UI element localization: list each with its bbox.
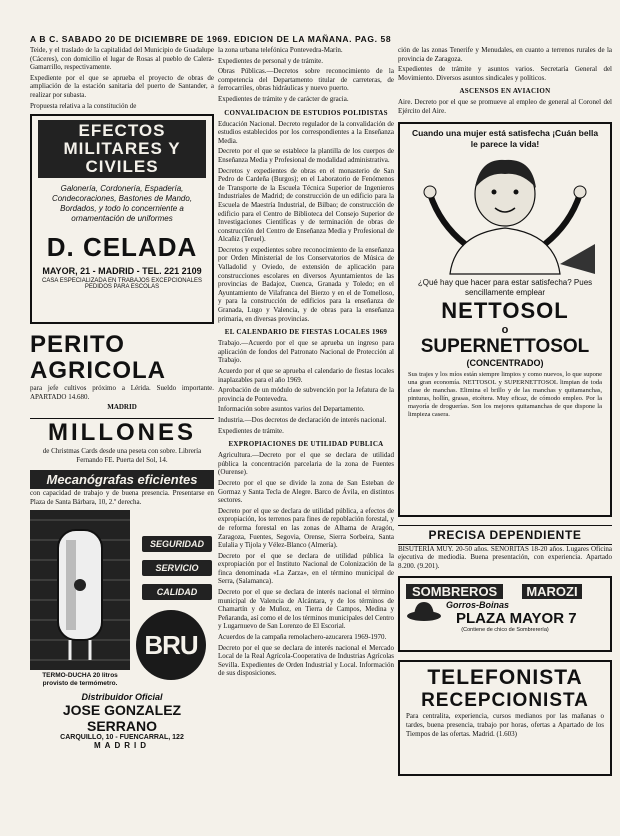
article-text: la zona urbana telefónica Pontevedra-Marín. — [218, 46, 343, 54]
right-column — [398, 46, 612, 776]
article-text: Acuerdos de la campaña remolachero-azucarera 1969-1970. — [218, 633, 387, 642]
ad-telefonista — [398, 660, 612, 776]
article-text: Aire. Decreto por el que se promueve al empleo de general al Coronel del Ejército del Aire. — [398, 98, 612, 115]
article-text: Teide, y el traslado de la capitalidad del Municipio de Guadalupe (Cáceres), con domicilio el lugar de Rosas al pueblo de Calera-Gamarrillo, respectivamente. — [30, 46, 214, 72]
article-text: Expedientes de personal y de trámite. — [218, 56, 323, 65]
section-heading: EL CALENDARIO DE FIESTAS LOCALES 1969 — [224, 328, 388, 337]
ad-mecanografas-text: con capacidad de trabajo y de buena presencia. Presentarse en Plaza de Santa Bárbara, 10, 2.º derecha. — [30, 489, 214, 506]
ad-company-name: D. CELADA — [46, 232, 198, 263]
article-text: Expedientes de trámite. — [218, 426, 284, 435]
ad-precisa-title: PRECISA DEPENDIENTE — [398, 525, 612, 545]
ad-efectos-militares — [30, 114, 214, 324]
ad-text: Galonería, Cordonería, Espadería, Condecoraciones, Bastones de Mando, Bordados, y todo lo concerniente a ornamentación de uniformes — [51, 184, 193, 224]
ad-mecanografas-title: Mecanógrafas eficientes — [30, 470, 214, 489]
ad-banner: EFECTOS MILITARES Y CIVILES — [38, 120, 206, 178]
ad-telefonista-text: Para centralita, experiencia, cursos medianos por las mañanas o tardes, buena presencia, trabajo por horas, ofertas a Apartado de los Tiempos de las ofertas. Madrid. (1.603) — [406, 712, 604, 738]
ad-millones-text: de Christmas Cards desde una peseta con sobre. Librería Fernando FE. Puerta del Sol, 14. — [42, 446, 202, 464]
distributor-city: MADRID — [94, 741, 150, 751]
article-text: Decreto por el que se declara de utilidad pública, a efectos de expropiación, los terrenos para fines de repoblación forestal, y de reforma forestal en las zonas de Alhama de Aragón, Zaragoza, Fuentes, Segovia, Orense, Sierra Sorbeira, Santa Eulalia y Tijola y Vélez-Blanco (Almería). — [218, 506, 394, 550]
article-text: Expedientes de trámite y de carácter de gracia. — [218, 94, 349, 103]
ad-headline: Cuando una mujer está satisfecha ¡Cuán bella le parece la vida! — [411, 127, 599, 149]
article-text: Obras Públicas.—Decretos sobre reconocimiento de la competencia del Departamento titular de carreteras, de ferrocarriles, obras hidráulicas y nuevo puerto. — [218, 67, 394, 93]
left-column — [30, 46, 214, 751]
ad-gonzalez-serrano — [30, 510, 214, 751]
distributor-name: JOSE GONZALEZ SERRANO — [62, 702, 182, 735]
ad-sombreros-note: (Contiene de chico de Sombrerería) — [461, 627, 549, 634]
ad-millones-title: MILLONES — [30, 418, 214, 447]
middle-column — [218, 46, 394, 680]
woman-illustration-icon — [410, 154, 600, 274]
ad-question: ¿Qué hay que hacer para estar satisfecha? Pues sencillamente emplear — [417, 277, 593, 297]
ad-termo-text: TERMO-DUCHA 20 litros provisto de termómetro. — [42, 672, 118, 687]
brand-nettosol: NETTOSOL — [441, 297, 569, 323]
brand-concentrado: (CONCENTRADO) — [466, 357, 544, 368]
article-text: Información sobre asuntos varios del Departamento. — [218, 405, 365, 414]
article-text: Decreto por el que se establece la plantilla de los cuerpos de Enseñanza Media y Profesional de modalidad administrativa. — [218, 147, 394, 164]
ad-sombreros — [398, 576, 612, 652]
ad-label: CALIDAD — [142, 584, 212, 600]
article-text: Expedientes de trámite y asuntos varios. Secretaría General del Movimiento. Diversos asuntos sindicales y políticos. — [398, 65, 612, 82]
ad-nettosol — [398, 122, 612, 517]
article-text: ción de las zonas Tenerife y Menudales, en cuanto a terrenos rurales de la provincia de Zaragoza. — [398, 46, 612, 63]
ad-address: MAYOR, 21 - MADRID - TEL. 221 2109 — [42, 266, 202, 277]
article-text: Decretos y expedientes de obras en el monasterio de San Pedro de Cardeña (Burgos); en el Laboratorio de Fenómenos de Transporte de la Escuela Técnica Superior de Ingenieros Industriales de Madrid; de construcción de un edificio para la Escuela de Maestría Industrial, de Bilbao; de construcción de edificio para el Centro de Biblioteca del Consejo Superior de Investigaciones Científicas y de terminación de obras de construcción del Centro de Enseñanza Media y Profesional de Alcañiz (Teruel). — [218, 166, 394, 244]
ad-sombreros-title: SOMBREROS — [406, 584, 503, 599]
bru-logo: BRU — [136, 610, 206, 680]
ad-telefonista-title: TELEFONISTA — [427, 666, 583, 690]
article-text: Decreto por el que se declara de interés nacional el término municipal de Valencia de Alcántara, y de los términos de Chamartín y de Muñoz, en Tierra de Campos, Medina y Peñaranda, así como el de los términos municipales del Centro y Lugarnuevo de San Lorenzo de El Escorial. — [218, 588, 394, 631]
article-text: Propuesta relativa a la constitución de — [30, 101, 137, 110]
article-text: Trabajo.—Acuerdo por el que se aprueba un ingreso para aplicación de fondos del Patronato Nacional de Protección al Trabajo. — [218, 339, 394, 365]
ad-sombreros-address: PLAZA MAYOR 7 — [456, 610, 577, 628]
article-text: Acuerdo por el que se aprueba el calendario de fiestas locales inaplazables para el año 1969. — [218, 367, 394, 384]
section-heading: EXPROPIACIONES DE UTILIDAD PUBLICA — [228, 440, 384, 449]
article-text: Educación Nacional. Decreto regulador de la convalidación de estudios establecidos por los correspondientes a la Enseñanza Media. — [218, 119, 394, 145]
ad-distributor — [30, 692, 214, 750]
ad-perito-city: MADRID — [107, 403, 137, 412]
distributor-address: CARQUILLO, 10 - FUENCARRAL, 122 — [60, 734, 184, 742]
article-text: Decreto por el que se declara de utilidad pública la expropiación por el Instituto Nacional de Colonización de la finca denominada «La Zarza», en el término municipal de Serra, (Salamanca). — [218, 551, 394, 586]
article-text: Aprobación de un módulo de subvención por la Jefatura de la provincia de Pontevedra. — [218, 386, 394, 403]
section-heading: ASCENSOS EN AVIACION — [459, 87, 551, 96]
ad-perito-text: para jefe cultivos próximo a Lérida. Sueldo importante. APARTADO 14.680. — [30, 384, 214, 401]
ad-sombreros-name: MAROZI — [522, 584, 581, 599]
ad-label: SEGURIDAD — [142, 536, 212, 552]
page-header: A B C. SABADO 20 DE DICIEMBRE DE 1969. EDICION DE LA MAÑANA. PAG. 58 — [30, 34, 392, 44]
ad-recepcionista-title: RECEPCIONISTA — [421, 690, 589, 712]
article-text: Decretos y expedientes sobre reconocimiento de la enseñanza por Orden Ministerial de los Conservatorios de Música de Valladolid y Oviedo, de extensión de aplicación para construcciones escolares en diversos Ayuntamientos de las provincias de Badajoz, Cuenca, Granada y Toledo; en el Ayuntamiento de Vilafranca del Bierzo y en el de Tomelloso, y para la construcción de edificios para la enseñanza de Granada, Lugo y Valencia, y de obras para la enseñanza primaria, en diversas provincias. — [218, 245, 394, 323]
ad-small-text: Sus trajes y los míos están siempre limpios y como nuevos, lo que supone una gran economía. NETTOSOL y SUPERNETTOSOL limpian de toda clase de manchas. Elimina el brillo y de las manchas y quitamanchas, pinturas, hollín, grasas, etcétera. Muy eficaz, de cómodo empleo. Por la mayoría de droguerías. Son los mejores quitamanchas de que dispone la limpieza casera. — [408, 370, 602, 418]
brand-supernettosol: SUPERNETTOSOL — [420, 335, 590, 357]
article-text: Expediente por el que se aprueba el proyecto de obras de ampliación de la estación sanitaria del puerto de Santander, a realizar por subasta. — [30, 73, 214, 99]
ad-precisa-text: BISUTERÍA MUY. 20-50 años. SENORITAS 18-20 años. Lugares Oficina ejecutiva de mediodía. Buena presentación, con experiencia. Apartado 8.200. (9.201). — [398, 544, 612, 570]
brand-connector: o — [501, 323, 509, 336]
distributor-label: Distribuidor Oficial — [81, 692, 163, 703]
ad-label: SERVICIO — [142, 560, 212, 576]
article-text: Decreto por el que se divide la zona de San Esteban de Gormaz y Santa Tecla de Alegre. Barco de Ávila, en distintos sectores. — [218, 478, 394, 505]
ad-note: CASA ESPECIALIZADA EN TRABAJOS EXCEPCIONALES PEDIDOS PARA ESCOLAS — [42, 278, 202, 291]
article-text: Agricultura.—Decreto por el que se declara de utilidad pública la concentración parcelaria de la zona de Fuentes (Ourense). — [218, 451, 394, 477]
ad-sombreros-line: Gorros-Boinas — [446, 600, 510, 611]
water-heater-icon — [30, 510, 130, 670]
ad-perito-title: PERITO AGRICOLA — [30, 331, 166, 385]
section-heading: CONVALIDACION DE ESTUDIOS POLIDISTAS — [224, 108, 388, 117]
article-text: Decreto por el que se declara de interés nacional el Mercado Local de la Real Agrícola-Cooperativa de Industrias Agrícolas Sevilla. Expedientes de Orden Industrial y Local. Información de sus disposiciones. — [218, 643, 394, 678]
article-text: Industria.—Dos decretos de declaración de interés nacional. — [218, 415, 387, 424]
hat-icon — [406, 600, 442, 622]
